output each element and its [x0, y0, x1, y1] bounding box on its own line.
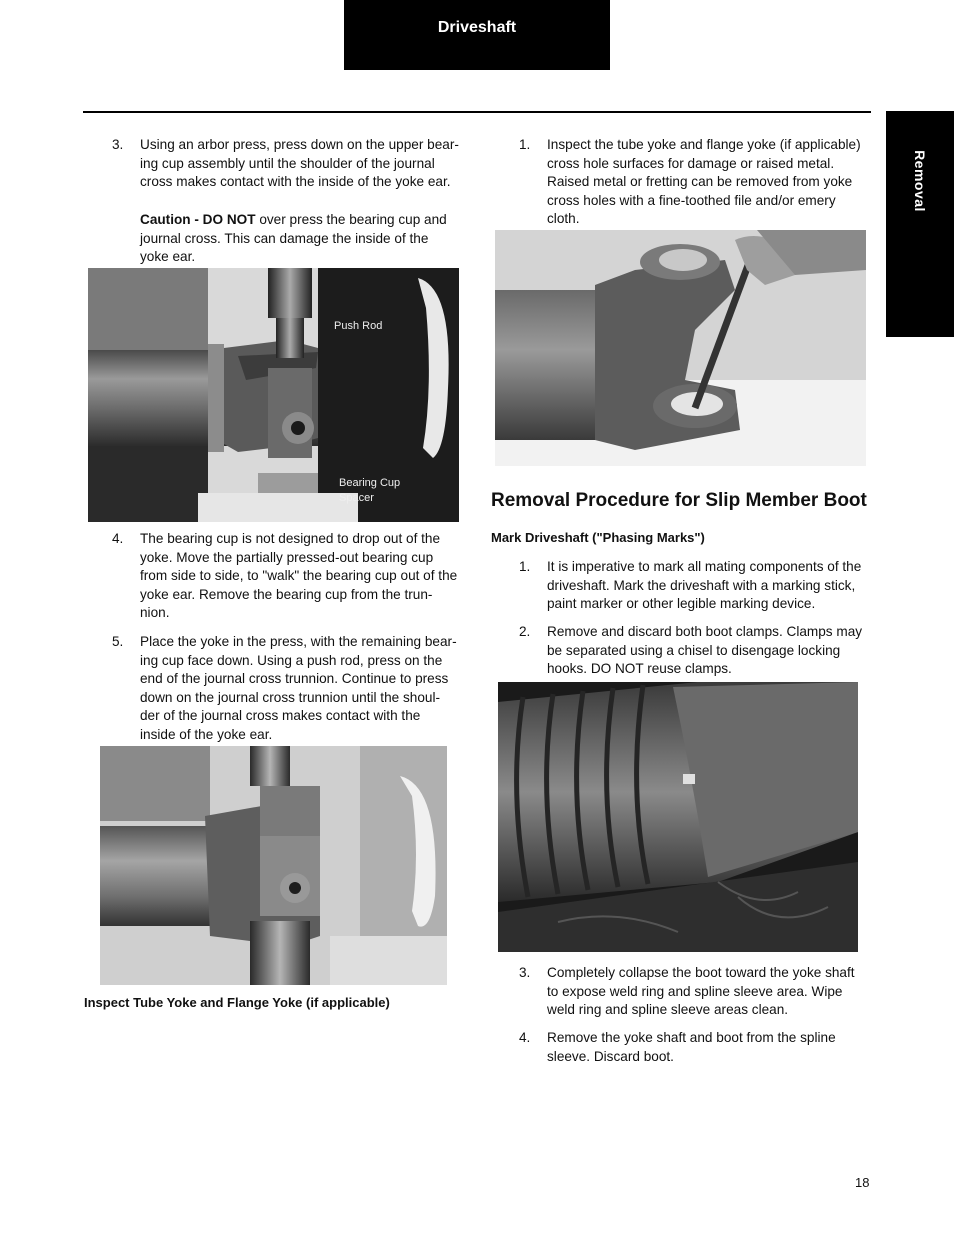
press-illustration	[100, 746, 447, 985]
text-line: Using an arbor press, press down on the upper bear-	[140, 137, 459, 152]
step-text	[140, 530, 457, 623]
text-line: inside of the yoke ear.	[140, 726, 273, 742]
text-line: yoke. Move the partially pressed-out bearing cup	[140, 549, 434, 565]
text-line: down on the journal cross trunnion until the shoul-	[140, 689, 440, 705]
text-line: der of the journal cross makes contact with the	[140, 708, 421, 724]
text-line: cloth.	[547, 211, 580, 227]
text-line: from side to side, to "walk" the bearing cup out of the	[140, 568, 458, 584]
text-line: be separated using a chisel to disengage locking	[547, 642, 841, 658]
text-line: It is imperative to mark all mating components of the	[547, 559, 862, 574]
text-line: hooks. DO NOT reuse clamps.	[547, 661, 732, 677]
step-number: 2.	[519, 624, 531, 639]
text-line	[140, 211, 470, 230]
callout-spacer: Spacer	[339, 492, 374, 504]
text-line: The bearing cup is not designed to drop out of the	[140, 531, 441, 546]
text-line: driveshaft. Mark the driveshaft with a marking stick,	[547, 577, 856, 593]
page-number: 18	[855, 1175, 870, 1190]
subheading-phasing-marks: Mark Driveshaft ("Phasing Marks")	[491, 530, 705, 545]
step-number: 1.	[519, 137, 531, 152]
text-line: weld ring and spline sleeve areas clean.	[547, 1002, 789, 1018]
step-number: 1.	[519, 559, 531, 574]
section-heading-slip-member-boot: Removal Procedure for Slip Member Boot	[491, 490, 867, 511]
text-line: journal cross. This can damage the inside of the	[140, 230, 429, 246]
step-text	[547, 623, 862, 679]
boot-illustration	[498, 682, 858, 952]
photo-bearing-cup-press	[88, 268, 459, 522]
mark-step-3	[519, 964, 879, 1021]
text-line: ing cup face down. Using a push rod, press on the	[140, 652, 443, 668]
text-line: yoke ear.	[140, 249, 196, 265]
text-line: paint marker or other legible marking device.	[547, 596, 816, 612]
text-line: cross hole surfaces for damage or raised metal.	[547, 155, 835, 171]
subheading-inspect-yoke: Inspect Tube Yoke and Flange Yoke (if applicable)	[84, 995, 390, 1010]
step-text	[547, 558, 861, 614]
step-3	[112, 136, 472, 194]
caution-note	[140, 211, 470, 267]
step-5	[112, 633, 472, 745]
caution-label: Caution - DO NOT	[140, 212, 256, 227]
section-title: Driveshaft	[437, 19, 517, 36]
side-tab-label: Removal	[912, 150, 928, 212]
mark-step-2	[519, 623, 879, 680]
step-number: 4.	[112, 531, 124, 546]
step-number: 3.	[519, 965, 531, 980]
step-text	[547, 1029, 836, 1066]
mark-step-4	[519, 1029, 879, 1067]
step-number: 4.	[519, 1030, 531, 1045]
text-line: Inspect the tube yoke and flange yoke (if applicable)	[547, 137, 861, 152]
inspect-step-1	[519, 136, 879, 231]
text-line: Remove and discard both boot clamps. Clamps may	[547, 624, 863, 639]
caution-text: over press the bearing cup and	[255, 212, 447, 227]
text-line: Completely collapse the boot toward the yoke shaft	[547, 965, 855, 980]
step-number: 5.	[112, 634, 124, 649]
text-line: end of the journal cross trunnion. Continue to press	[140, 671, 449, 687]
side-tab	[886, 111, 954, 337]
mark-step-1	[519, 558, 879, 615]
header-rule	[83, 111, 871, 113]
photo-yoke-file	[495, 230, 866, 466]
text-line: sleeve. Discard boot.	[547, 1048, 674, 1064]
step-number: 3.	[112, 137, 124, 152]
press-illustration	[88, 268, 459, 522]
step-text	[547, 136, 861, 229]
callout-bearing-cup: Bearing Cup	[339, 477, 401, 489]
text-line: yoke ear. Remove the bearing cup from the trun-	[140, 586, 433, 602]
text-line: Place the yoke in the press, with the remaining bear-	[140, 634, 457, 649]
text-line: nion.	[140, 605, 170, 621]
text-line: cross makes contact with the inside of the yoke ear.	[140, 174, 451, 190]
step-text	[547, 964, 855, 1020]
callout-push-rod: Push Rod	[334, 320, 383, 332]
text-line: Raised metal or fretting can be removed from yoke	[547, 174, 853, 190]
text-line: to expose weld ring and spline sleeve area. Wipe	[547, 983, 843, 999]
yoke-illustration	[495, 230, 866, 466]
text-line: Remove the yoke shaft and boot from the spline	[547, 1030, 836, 1045]
step-text	[140, 136, 459, 192]
text-line: ing cup assembly until the shoulder of the journal	[140, 155, 435, 171]
step-4	[112, 530, 472, 625]
text-line: cross holes with a fine-toothed file and/or emery	[547, 192, 836, 208]
section-header-tab	[344, 0, 610, 70]
step-text	[140, 633, 457, 745]
photo-journal-cross-press	[100, 746, 447, 985]
photo-slip-boot	[498, 682, 858, 952]
